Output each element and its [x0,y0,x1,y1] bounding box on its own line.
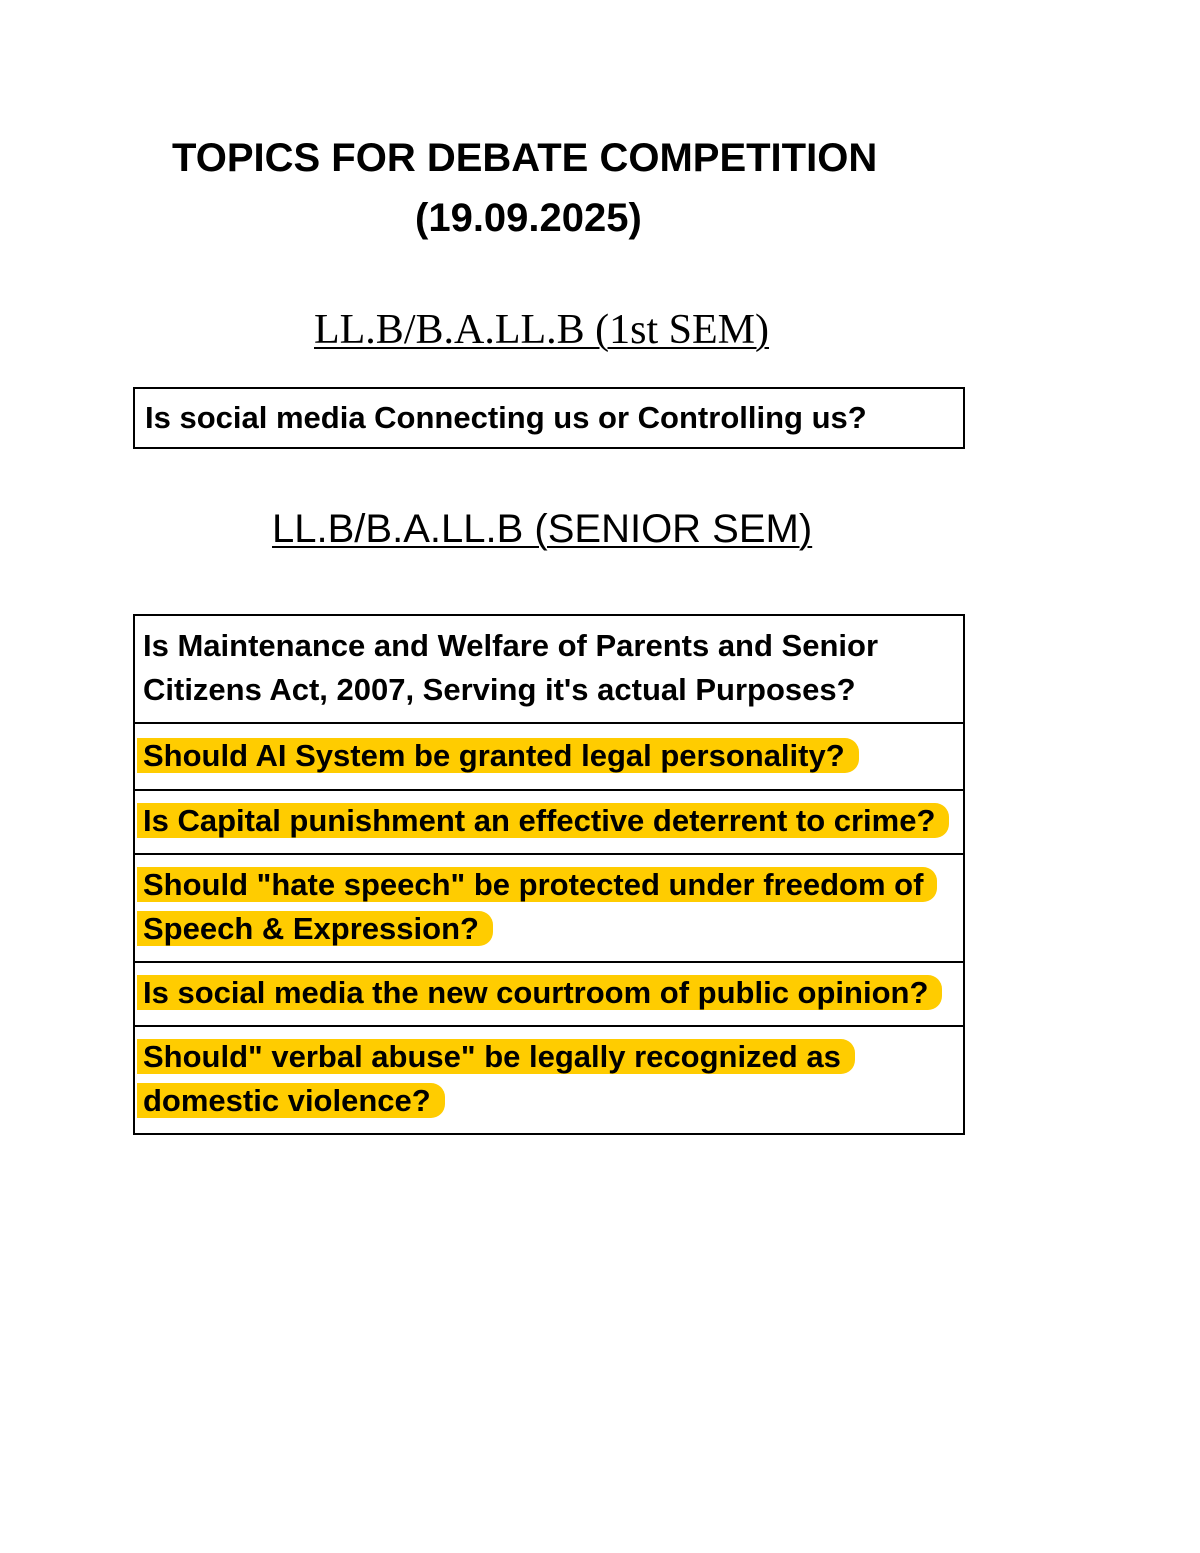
section-heading-1st-sem: LL.B/B.A.LL.B (1st SEM) [314,307,770,353]
topic-cell: Is Maintenance and Welfare of Parents and Senior Citizens Act, 2007, Serving it's actual Purposes? [143,628,879,707]
table-row [135,616,963,722]
table-row [135,1025,963,1133]
document-title-line1: TOPICS FOR DEBATE COMPETITION [172,136,878,180]
topic-cell-highlighted: Is social media the new courtroom of public opinion? [137,975,942,1010]
topic-cell-highlighted: Should AI System be granted legal personality? [137,738,859,773]
topic-cell: Is social media Connecting us or Controlling us? [145,400,867,435]
topic-cell-highlighted: Should "hate speech" be protected under freedom of Speech & Expression? [137,867,937,946]
topic-cell-highlighted: Should" verbal abuse" be legally recognized as domestic violence? [137,1039,855,1118]
table-row [135,789,963,853]
topic-table-senior-sem [133,614,965,1135]
table-row [135,722,963,789]
table-row [135,853,963,961]
document-title-date: (19.09.2025) [415,196,642,240]
section-heading-senior-sem: LL.B/B.A.LL.B (SENIOR SEM) [272,507,813,551]
topic-cell-highlighted: Is Capital punishment an effective deterrent to crime? [137,803,949,838]
table-row [135,961,963,1025]
topic-table-1st-sem [133,387,965,449]
